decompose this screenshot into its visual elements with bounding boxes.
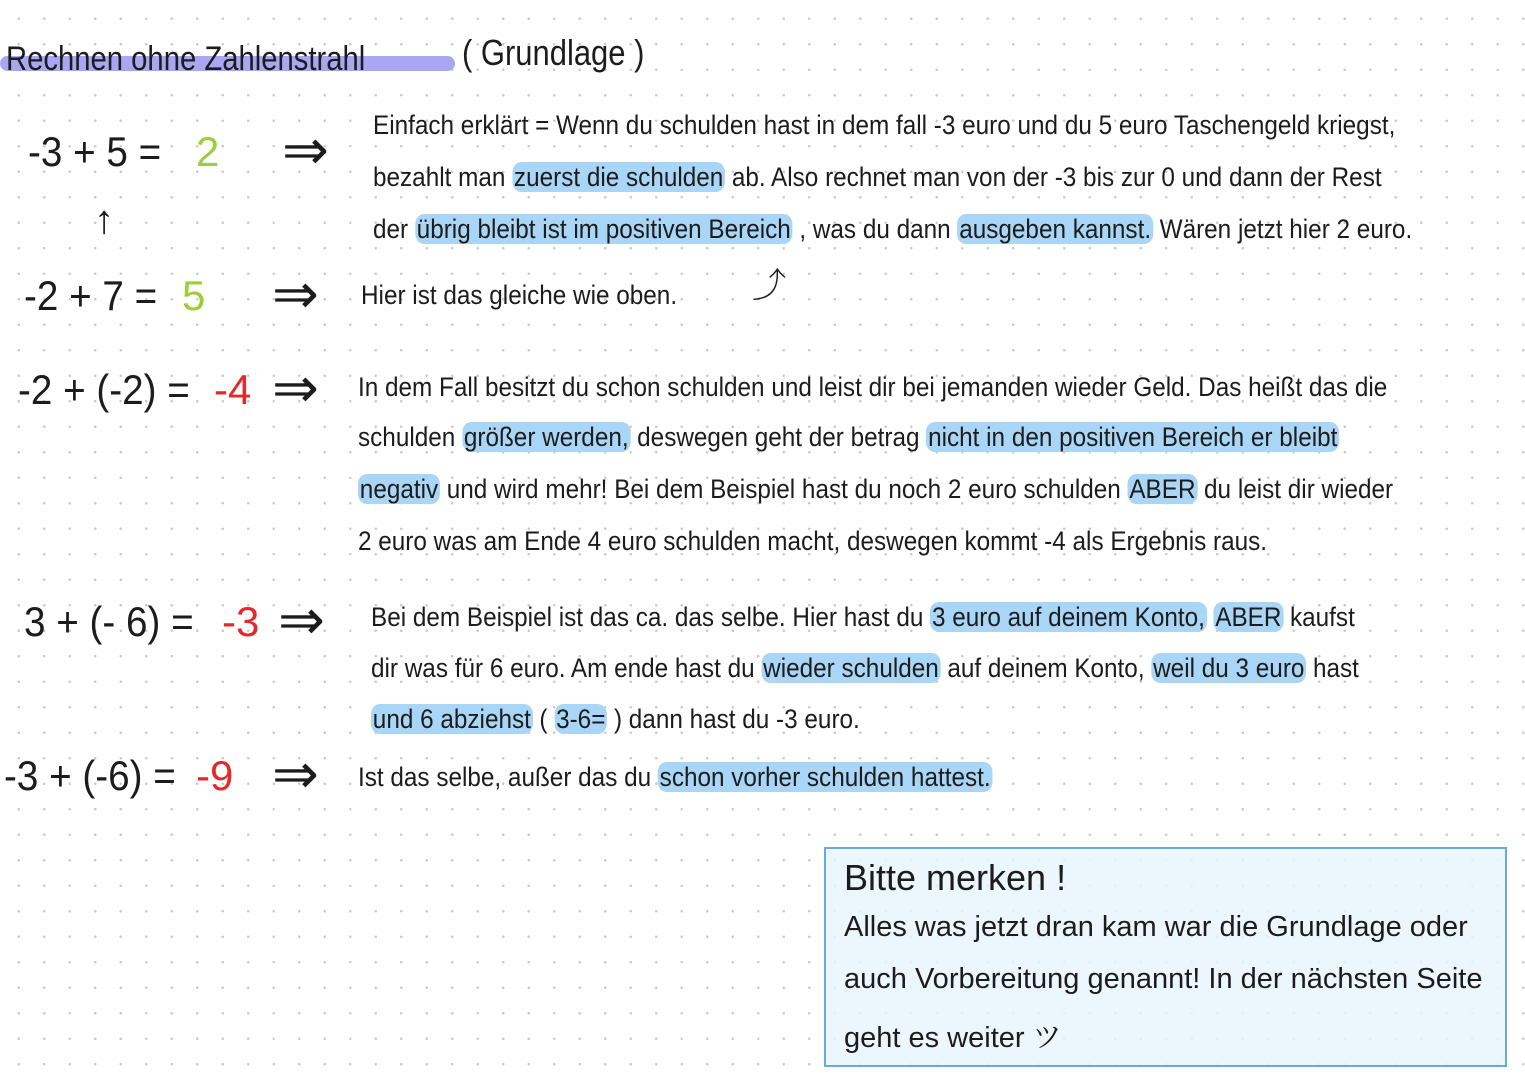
text-segment: Einfach erklärt = Wenn du schulden hast in dem fall -3 euro und du 5 euro Taschengeld kriegst, [373, 110, 1396, 140]
highlighted-text: und 6 abziehst [372, 704, 531, 734]
highlighted-text: übrig bleibt ist im positiven Bereich [416, 214, 791, 244]
text-segment: kaufst [1283, 602, 1355, 632]
highlighted-text: größer werden, [463, 422, 629, 452]
up-arrow-icon: ↑ [94, 198, 114, 242]
text-segment: ( [532, 704, 555, 734]
explanation-line [371, 653, 1359, 684]
explanation-line [373, 162, 1382, 193]
text-segment: bezahlt man [373, 162, 513, 192]
text-segment: und wird mehr! Bei dem Beispiel hast du noch 2 euro schulden [439, 474, 1128, 504]
text-segment: ) dann hast du -3 euro. [607, 704, 860, 734]
equation-result: -4 [214, 366, 252, 413]
implies-arrow-icon: ⇒ [278, 588, 325, 651]
highlighted-text: ABER [1129, 474, 1196, 504]
page-title: Rechnen ohne Zahlenstrahl [6, 40, 366, 78]
highlighted-text: negativ [359, 474, 439, 504]
text-segment: dir was für 6 euro. Am ende hast du [371, 653, 762, 683]
highlighted-text: nicht in den positiven Bereich er bleibt [928, 422, 1338, 452]
explanation-line [358, 474, 1393, 505]
text-segment: auf deinem Konto, [940, 653, 1152, 683]
explanation-line [358, 762, 992, 793]
text-segment: Ist das selbe, außer das du [358, 762, 658, 792]
note-line: auch Vorbereitung genannt! In der nächsten Seite [844, 963, 1483, 995]
text-segment: du leist dir wieder [1197, 474, 1394, 504]
explanation-line [358, 526, 1267, 557]
implies-arrow-icon: ⇒ [272, 262, 319, 325]
explanation-line [358, 372, 1387, 403]
text-segment: der [373, 214, 415, 244]
text-segment: deswegen geht der betrag [630, 422, 927, 452]
curved-arrow-icon: ⤴ [752, 267, 786, 305]
highlighted-text: zuerst die schulden [513, 162, 724, 192]
equation: 3 + (- 6) = [24, 598, 194, 645]
highlighted-text: schon vorher schulden hattest. [659, 762, 991, 792]
explanation-line [371, 704, 860, 735]
equation: -3 + (-6) = [4, 752, 176, 799]
page-subtitle: ( Grundlage ) [462, 32, 645, 73]
text-segment: ab. Also rechnet man von der -3 bis zur 0 und dann der Rest [725, 162, 1382, 192]
highlighted-text: ABER [1215, 602, 1282, 632]
highlighted-text: 3 euro auf deinem Konto, [931, 602, 1205, 632]
text-segment: In dem Fall besitzt du schon schulden und leist dir bei jemanden wieder Geld. Das heißt das die [358, 372, 1388, 402]
implies-arrow-icon: ⇒ [282, 118, 329, 181]
equation-result: -3 [222, 598, 260, 645]
equation-result: 5 [182, 272, 206, 319]
note-box [824, 847, 1507, 1067]
text-segment: schulden [358, 422, 463, 452]
highlighted-text: ausgeben kannst. [959, 214, 1152, 244]
equation: -2 + 7 = [24, 272, 158, 319]
equation: -3 + 5 = [28, 128, 162, 175]
explanation-line [373, 110, 1395, 141]
highlighted-text: weil du 3 euro [1153, 653, 1305, 683]
text-segment: 2 euro was am Ende 4 euro schulden macht, deswegen kommt -4 als Ergebnis raus. [358, 526, 1268, 556]
explanation-line [373, 214, 1412, 245]
text-segment: hast [1306, 653, 1359, 683]
equation: -2 + (-2) = [18, 366, 190, 413]
equation-result: -9 [196, 752, 234, 799]
implies-arrow-icon: ⇒ [272, 742, 319, 805]
explanation-line [361, 280, 677, 311]
explanation-line [358, 422, 1339, 453]
note-title: Bitte merken ! [844, 857, 1067, 898]
highlighted-text: wieder schulden [763, 653, 939, 683]
note-line: geht es weiter ツ [844, 1022, 1062, 1054]
implies-arrow-icon: ⇒ [272, 356, 319, 419]
equation-result: 2 [196, 128, 220, 175]
text-segment: Bei dem Beispiel ist das ca. das selbe. Hier hast du [371, 602, 931, 632]
text-segment: Wären jetzt hier 2 euro. [1152, 214, 1413, 244]
explanation-line [371, 602, 1355, 633]
highlighted-text: 3-6= [556, 704, 606, 734]
text-segment: Hier ist das gleiche wie oben. [361, 280, 678, 310]
note-line: Alles was jetzt dran kam war die Grundlage oder [844, 911, 1468, 943]
text-segment: , was du dann [792, 214, 958, 244]
